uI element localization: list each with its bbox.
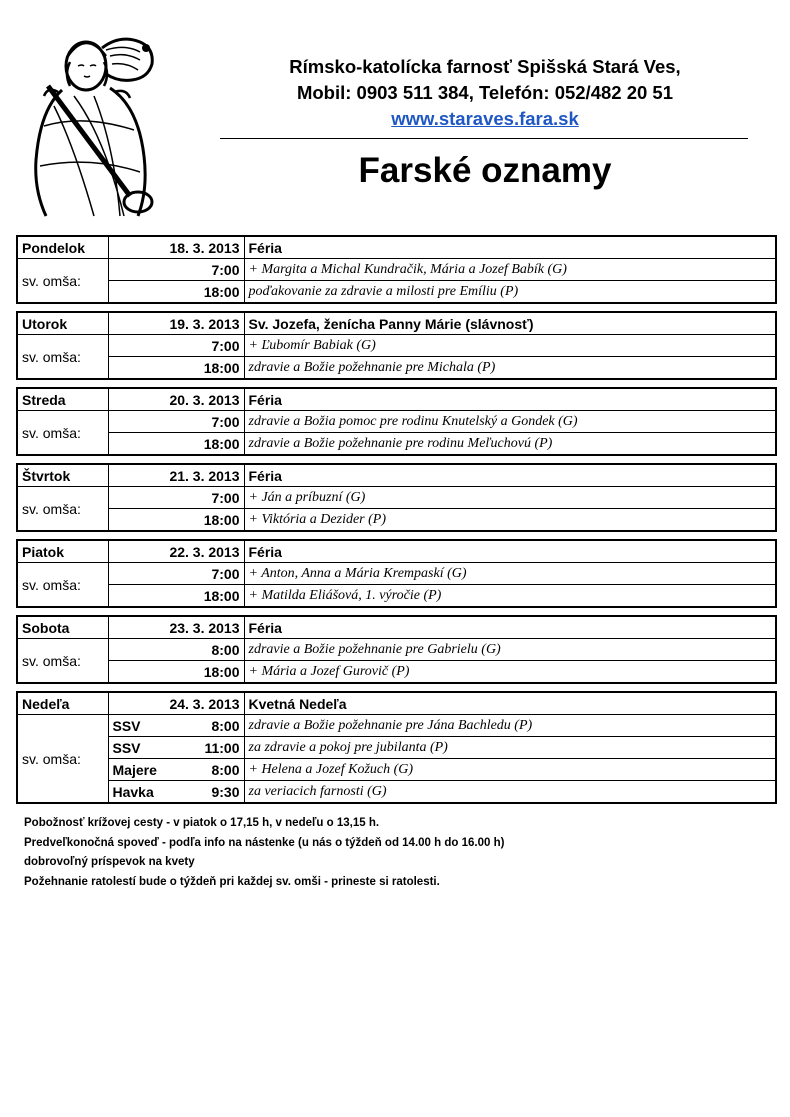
mass-intention: zdravie a Božie požehnanie pre rodinu Meľuchovú (P) (244, 433, 776, 456)
liturgical-event: Féria (244, 464, 776, 487)
mass-label: sv. omša: (17, 487, 108, 532)
mass-label: sv. omša: (17, 563, 108, 608)
mass-intention: + Ján a príbuzní (G) (244, 487, 776, 509)
mass-time: 7:00 (108, 487, 244, 509)
day-date: 20. 3. 2013 (108, 388, 244, 411)
day-name: Štvrtok (17, 464, 108, 487)
mass-intention: + Ľubomír Babiak (G) (244, 335, 776, 357)
day-name: Sobota (17, 616, 108, 639)
liturgical-event: Féria (244, 616, 776, 639)
mass-time: 7:00 (108, 563, 244, 585)
announcement-line: Pobožnosť krížovej cesty - v piatok o 17,15 h, v nedeľu o 13,15 h. (24, 817, 380, 829)
day-date: 21. 3. 2013 (108, 464, 244, 487)
mass-time: 18:00 (108, 433, 244, 456)
mass-time: 18:00 (108, 281, 244, 304)
announcement-line: Predveľkonočná spoveď - podľa info na nástenke (u nás o týždeň od 14.00 h do 16.00 h) (24, 836, 505, 849)
mass-intention: + Anton, Anna a Mária Krempaskí (G) (244, 563, 776, 585)
day-date: 23. 3. 2013 (108, 616, 244, 639)
mass-intention: zdravie a Božie požehnanie pre Michala (P) (244, 357, 776, 380)
good-shepherd-logo (14, 26, 164, 218)
day-table-thursday (16, 463, 777, 532)
mass-place: SSV (108, 737, 188, 759)
liturgical-event: Sv. Jozefa, ženícha Panny Márie (slávnosť) (244, 312, 776, 335)
mass-place: Havka (108, 781, 188, 804)
mass-time: 7:00 (108, 411, 244, 433)
parish-phones: Mobil: 0903 511 384, Telefón: 052/482 20 51 (296, 82, 674, 103)
day-date: 18. 3. 2013 (108, 236, 244, 259)
mass-time: 18:00 (108, 357, 244, 380)
mass-intention: + Margita a Michal Kundračik, Mária a Jozef Babík (G) (244, 259, 776, 281)
mass-intention: zdravie a Božie požehnanie pre Gabrielu (G) (244, 639, 776, 661)
day-date: 24. 3. 2013 (108, 692, 244, 715)
mass-label: sv. omša: (17, 639, 108, 684)
mass-intention: poďakovanie za zdravie a milosti pre Emíliu (P) (244, 281, 776, 304)
mass-label: sv. omša: (17, 411, 108, 456)
mass-label: sv. omša: (17, 259, 108, 304)
day-date: 22. 3. 2013 (108, 540, 244, 563)
day-name: Nedeľa (17, 692, 108, 715)
day-table-wednesday (16, 387, 777, 456)
liturgical-event: Féria (244, 236, 776, 259)
mass-time: 8:00 (188, 759, 244, 781)
day-name: Pondelok (17, 236, 108, 259)
mass-intention: + Mária a Jozef Gurovič (P) (244, 661, 776, 684)
liturgical-event: Féria (244, 540, 776, 563)
mass-intention: + Matilda Eliášová, 1. výročie (P) (244, 585, 776, 608)
mass-intention: + Viktória a Dezider (P) (244, 509, 776, 532)
day-table-saturday (16, 615, 777, 684)
mass-time: 9:30 (188, 781, 244, 804)
parish-header (200, 54, 770, 131)
day-date: 19. 3. 2013 (108, 312, 244, 335)
mass-time: 11:00 (188, 737, 244, 759)
day-name: Utorok (17, 312, 108, 335)
parish-website-link[interactable]: www.staraves.fara.sk (391, 108, 579, 129)
day-name: Streda (17, 388, 108, 411)
liturgical-event: Féria (244, 388, 776, 411)
mass-time: 18:00 (108, 585, 244, 608)
mass-time: 8:00 (108, 639, 244, 661)
mass-intention: zdravie a Božia pomoc pre rodinu Knutelský a Gondek (G) (244, 411, 776, 433)
day-table-friday (16, 539, 777, 608)
header-divider (220, 138, 748, 139)
mass-intention: za zdravie a pokoj pre jubilanta (P) (244, 737, 776, 759)
announcements (24, 814, 504, 892)
day-table-tuesday (16, 311, 777, 380)
liturgical-event: Kvetná Nedeľa (244, 692, 776, 715)
mass-label: sv. omša: (17, 335, 108, 380)
announcement-line: dobrovoľný príspevok na kvety (24, 856, 195, 868)
day-table-monday (16, 235, 777, 304)
mass-time: 7:00 (108, 259, 244, 281)
day-table-sunday (16, 691, 777, 804)
mass-label: sv. omša: (17, 715, 108, 804)
mass-place: Majere (108, 759, 188, 781)
mass-time: 8:00 (188, 715, 244, 737)
mass-intention: zdravie a Božie požehnanie pre Jána Bachledu (P) (244, 715, 776, 737)
mass-time: 18:00 (108, 661, 244, 684)
page-title: Farské oznamy (358, 151, 612, 190)
parish-name: Rímsko-katolícka farnosť Spišská Stará Ves, (289, 56, 681, 77)
announcement-line: Požehnanie ratolestí bude o týždeň pri každej sv. omši - prineste si ratolesti. (24, 875, 440, 888)
mass-time: 7:00 (108, 335, 244, 357)
mass-intention: za veriacich farnosti (G) (244, 781, 776, 804)
mass-intention: + Helena a Jozef Kožuch (G) (244, 759, 776, 781)
day-name: Piatok (17, 540, 108, 563)
mass-time: 18:00 (108, 509, 244, 532)
mass-place: SSV (108, 715, 188, 737)
